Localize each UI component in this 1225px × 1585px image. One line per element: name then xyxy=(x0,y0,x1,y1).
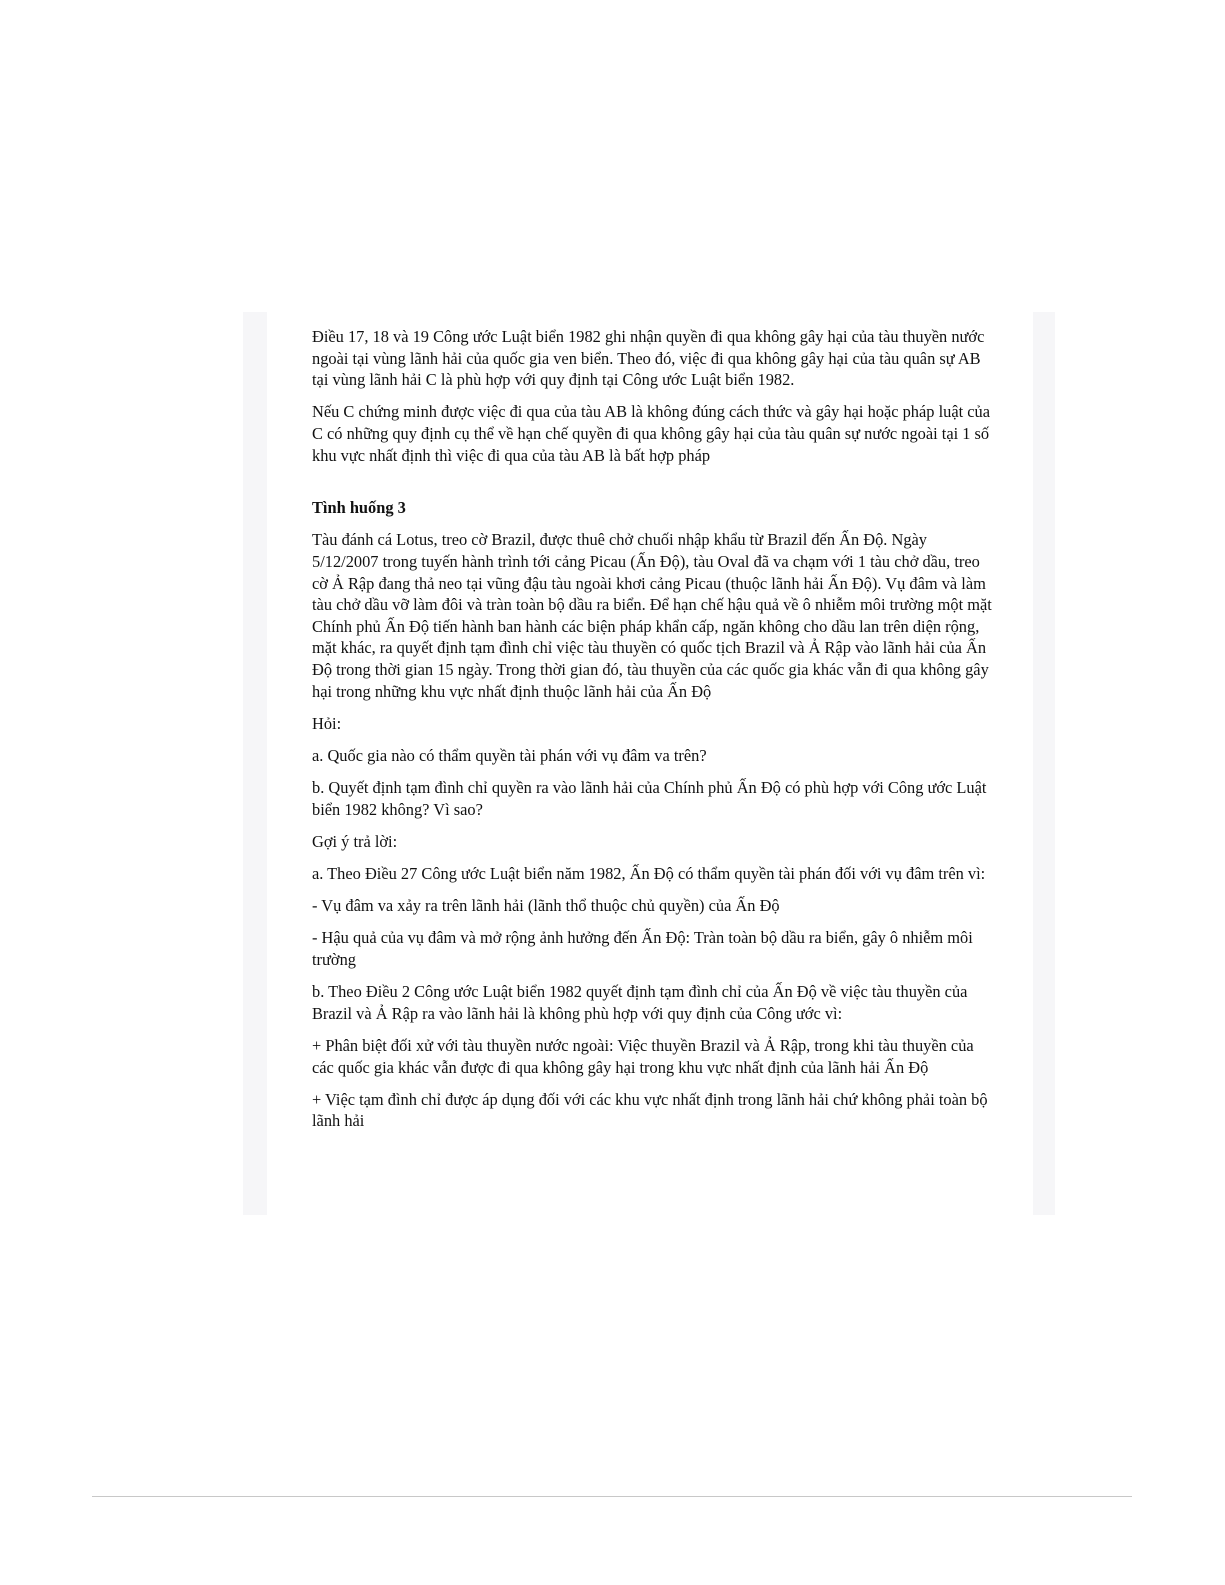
document-page xyxy=(267,312,1033,1215)
paragraph-answer-b-point-2: + Việc tạm đình chỉ được áp dụng đối với các khu vực nhất định trong lãnh hải chứ không phải toàn bộ lãnh hải xyxy=(312,1089,988,1131)
paragraph-answer-a-point-1: - Vụ đâm va xảy ra trên lãnh hải (lãnh thổ thuộc chủ quyền) của Ấn Độ xyxy=(312,896,780,916)
section-heading: Tình huống 3 xyxy=(312,498,406,518)
paragraph-answer-a-point-2: - Hậu quả của vụ đâm và mở rộng ảnh hưởng đến Ấn Độ: Tràn toàn bộ dầu ra biển, gây ô nhiễm môi trường xyxy=(312,928,973,969)
paragraph-question-a: a. Quốc gia nào có thẩm quyền tài phán với vụ đâm va trên? xyxy=(312,745,707,765)
footer-divider xyxy=(92,1496,1132,1497)
paragraph-case-description: Tàu đánh cá Lotus, treo cờ Brazil, được thuê chở chuối nhập khẩu từ Brazil đến Ấn Độ. Ngày 5/12/2007 trong tuyến hành trình tới cảng Picau (Ấn Độ), tàu Oval đã va chạm với 1 tàu chở dầu, treo cờ Ả Rập đang thả neo tại vũng đậu tàu ngoài khơi cảng Picau (thuộc lãnh hải Ấn Độ). Vụ đâm và làm tàu chở dầu vỡ làm đôi và tràn toàn bộ dầu ra biển. Để hạn chế hậu quả về ô nhiễm môi trường một mặt Chính phủ Ấn Độ tiến hành ban hành các biện pháp khẩn cấp, ngăn không cho dầu lan trên diện rộng, mặt khác, ra quyết định tạm đình chỉ việc tàu thuyền có quốc tịch Brazil và Ả Rập vào lãnh hải của Ấn Độ trong thời gian 15 ngày. Trong thời gian đó, tàu thuyền của các quốc gia khác vẫn đi qua không gây hại trong những khu vực nhất định thuộc lãnh hải của Ấn Độ xyxy=(312,530,992,701)
paragraph-question-b: b. Quyết định tạm đình chỉ quyền ra vào lãnh hải của Chính phủ Ấn Độ có phù hợp với Công ước Luật biển 1982 không? Vì sao? xyxy=(312,778,987,819)
paragraph-answer-b: b. Theo Điều 2 Công ước Luật biển 1982 quyết định tạm đình chỉ của Ấn Độ về việc tàu thuyền của Brazil và Ả Rập ra vào lãnh hải là không phù hợp với quy định của Công ước vì: xyxy=(312,982,968,1023)
paragraph-if-c-proves: Nếu C chứng minh được việc đi qua của tàu AB là không đúng cách thức và gây hại hoặc pháp luật của C có những quy định cụ thể về hạn chế quyền đi qua không gây hại của tàu quân sự nước ngoài tại 1 số khu vực nhất định thì việc đi qua của tàu AB là bất hợp pháp xyxy=(312,402,990,465)
paragraph-answer-a: a. Theo Điều 27 Công ước Luật biển năm 1982, Ấn Độ có thẩm quyền tài phán đối với vụ đâm trên vì: xyxy=(312,864,986,884)
paragraph-article-17-18-19: Điều 17, 18 và 19 Công ước Luật biển 1982 ghi nhận quyền đi qua không gây hại của tàu thuyền nước ngoài tại vùng lãnh hải của quốc gia ven biển. Theo đó, việc đi qua không gây hại của tàu quân sự AB tại vùng lãnh hải C là phù hợp với quy định tại Công ước Luật biển 1982. xyxy=(312,327,985,390)
paragraph-answer-b-point-1: + Phân biệt đối xử với tàu thuyền nước ngoài: Việc thuyền Brazil và Ả Rập, trong khi tàu thuyền của các quốc gia khác vẫn được đi qua không gây hại trong khu vực nhất định của lãnh hải Ấn Độ xyxy=(312,1035,974,1077)
document-text xyxy=(312,326,994,1143)
paragraph-question-label: Hỏi: xyxy=(312,713,342,733)
paragraph-answer-hint-label: Gợi ý trả lời: xyxy=(312,831,398,851)
